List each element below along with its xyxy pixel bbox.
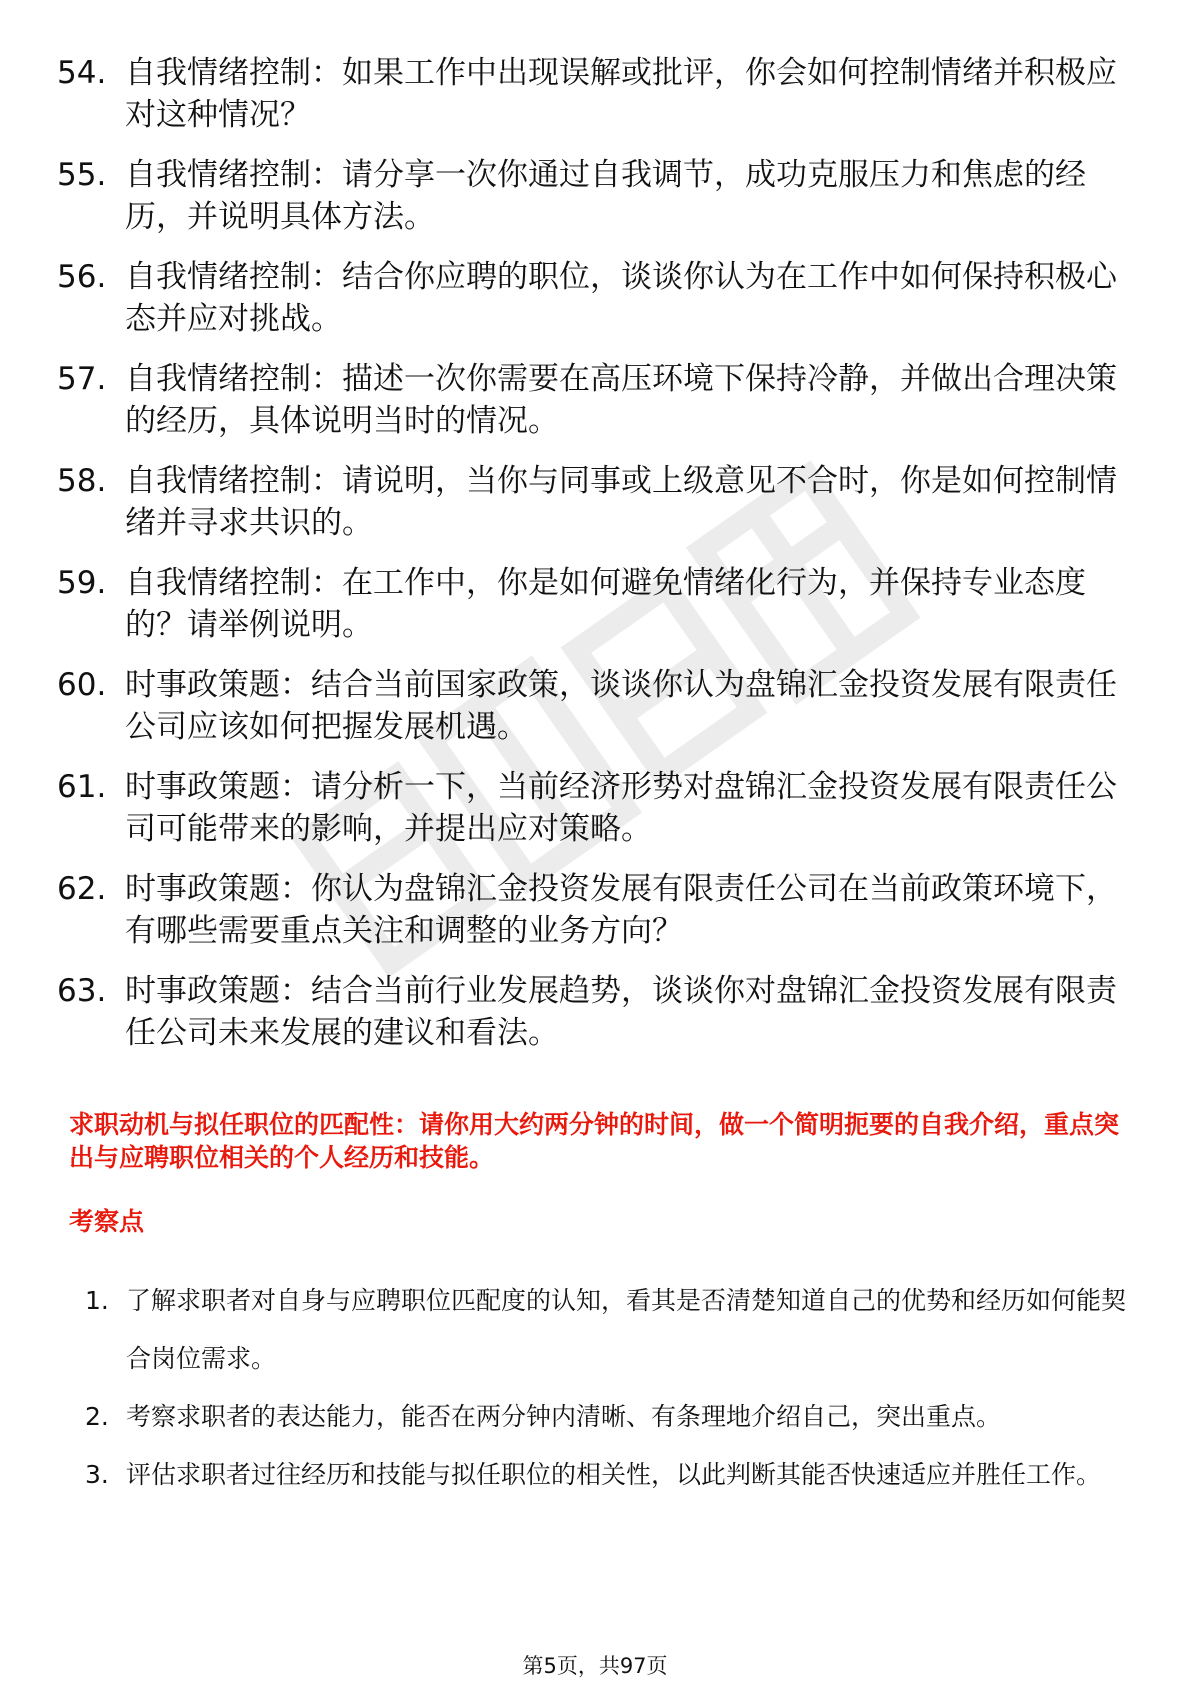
list-item	[57, 256, 1117, 340]
question-number: 59.	[57, 565, 107, 601]
list-item	[57, 970, 1117, 1054]
question-text: 时事政策题：结合当前国家政策，谈谈你认为盘锦汇金投资发展有限责任公司应该如何把握发展机遇。	[125, 667, 1117, 745]
question-number: 54.	[57, 55, 107, 91]
question-text: 自我情绪控制：在工作中，你是如何避免情绪化行为，并保持专业态度的？请举例说明。	[125, 565, 1086, 643]
question-number: 55.	[57, 157, 107, 193]
point-number: 3.	[85, 1460, 109, 1489]
point-text: 评估求职者过往经历和技能与拟任职位的相关性，以此判断其能否快速适应并胜任工作。	[126, 1460, 1102, 1489]
interview-prompt: 求职动机与拟任职位的匹配性：请你用大约两分钟的时间，做一个简明扼要的自我介绍，重点突出与应聘职位相关的个人经历和技能。	[69, 1110, 1120, 1172]
question-number: 58.	[57, 463, 107, 499]
point-number: 2.	[85, 1402, 109, 1431]
question-number: 57.	[57, 361, 107, 397]
question-text: 自我情绪控制：描述一次你需要在高压环境下保持冷静，并做出合理决策的经历，具体说明当时的情况。	[125, 361, 1117, 439]
question-number: 61.	[57, 769, 107, 805]
list-item	[57, 562, 1117, 646]
question-number: 56.	[57, 259, 107, 295]
question-text: 时事政策题：结合当前行业发展趋势，谈谈你对盘锦汇金投资发展有限责任公司未来发展的建议和看法。	[125, 973, 1117, 1051]
list-item	[85, 1272, 1135, 1388]
section-heading: 考察点	[69, 1207, 145, 1236]
question-list	[57, 52, 1117, 1072]
list-item	[57, 460, 1117, 544]
question-number: 62.	[57, 871, 107, 907]
question-text: 时事政策题：你认为盘锦汇金投资发展有限责任公司在当前政策环境下，有哪些需要重点关注和调整的业务方向？	[125, 871, 1117, 949]
assessment-points-list	[85, 1272, 1135, 1504]
question-number: 60.	[57, 667, 107, 703]
list-item	[57, 868, 1117, 952]
list-item	[57, 766, 1117, 850]
question-text: 自我情绪控制：结合你应聘的职位，谈谈你认为在工作中如何保持积极心态并应对挑战。	[125, 259, 1117, 337]
point-text: 了解求职者对自身与应聘职位匹配度的认知，看其是否清楚知道自己的优势和经历如何能契合岗位需求。	[126, 1286, 1127, 1373]
question-text: 时事政策题：请分析一下，当前经济形势对盘锦汇金投资发展有限责任公司可能带来的影响，并提出应对策略。	[125, 769, 1117, 847]
list-item	[57, 664, 1117, 748]
point-number: 1.	[85, 1286, 109, 1315]
question-number: 63.	[57, 973, 107, 1009]
list-item	[57, 358, 1117, 442]
list-item	[85, 1446, 1135, 1504]
question-text: 自我情绪控制：请分享一次你通过自我调节，成功克服压力和焦虑的经历，并说明具体方法。	[125, 157, 1086, 235]
list-item	[85, 1388, 1135, 1446]
question-text: 自我情绪控制：如果工作中出现误解或批评，你会如何控制情绪并积极应对这种情况？	[125, 55, 1117, 133]
list-item	[57, 154, 1117, 238]
page-footer: 第5页，共97页	[522, 1654, 668, 1678]
point-text: 考察求职者的表达能力，能否在两分钟内清晰、有条理地介绍自己，突出重点。	[126, 1402, 1002, 1431]
list-item	[57, 52, 1117, 136]
question-text: 自我情绪控制：请说明，当你与同事或上级意见不合时，你是如何控制情绪并寻求共识的。	[125, 463, 1117, 541]
